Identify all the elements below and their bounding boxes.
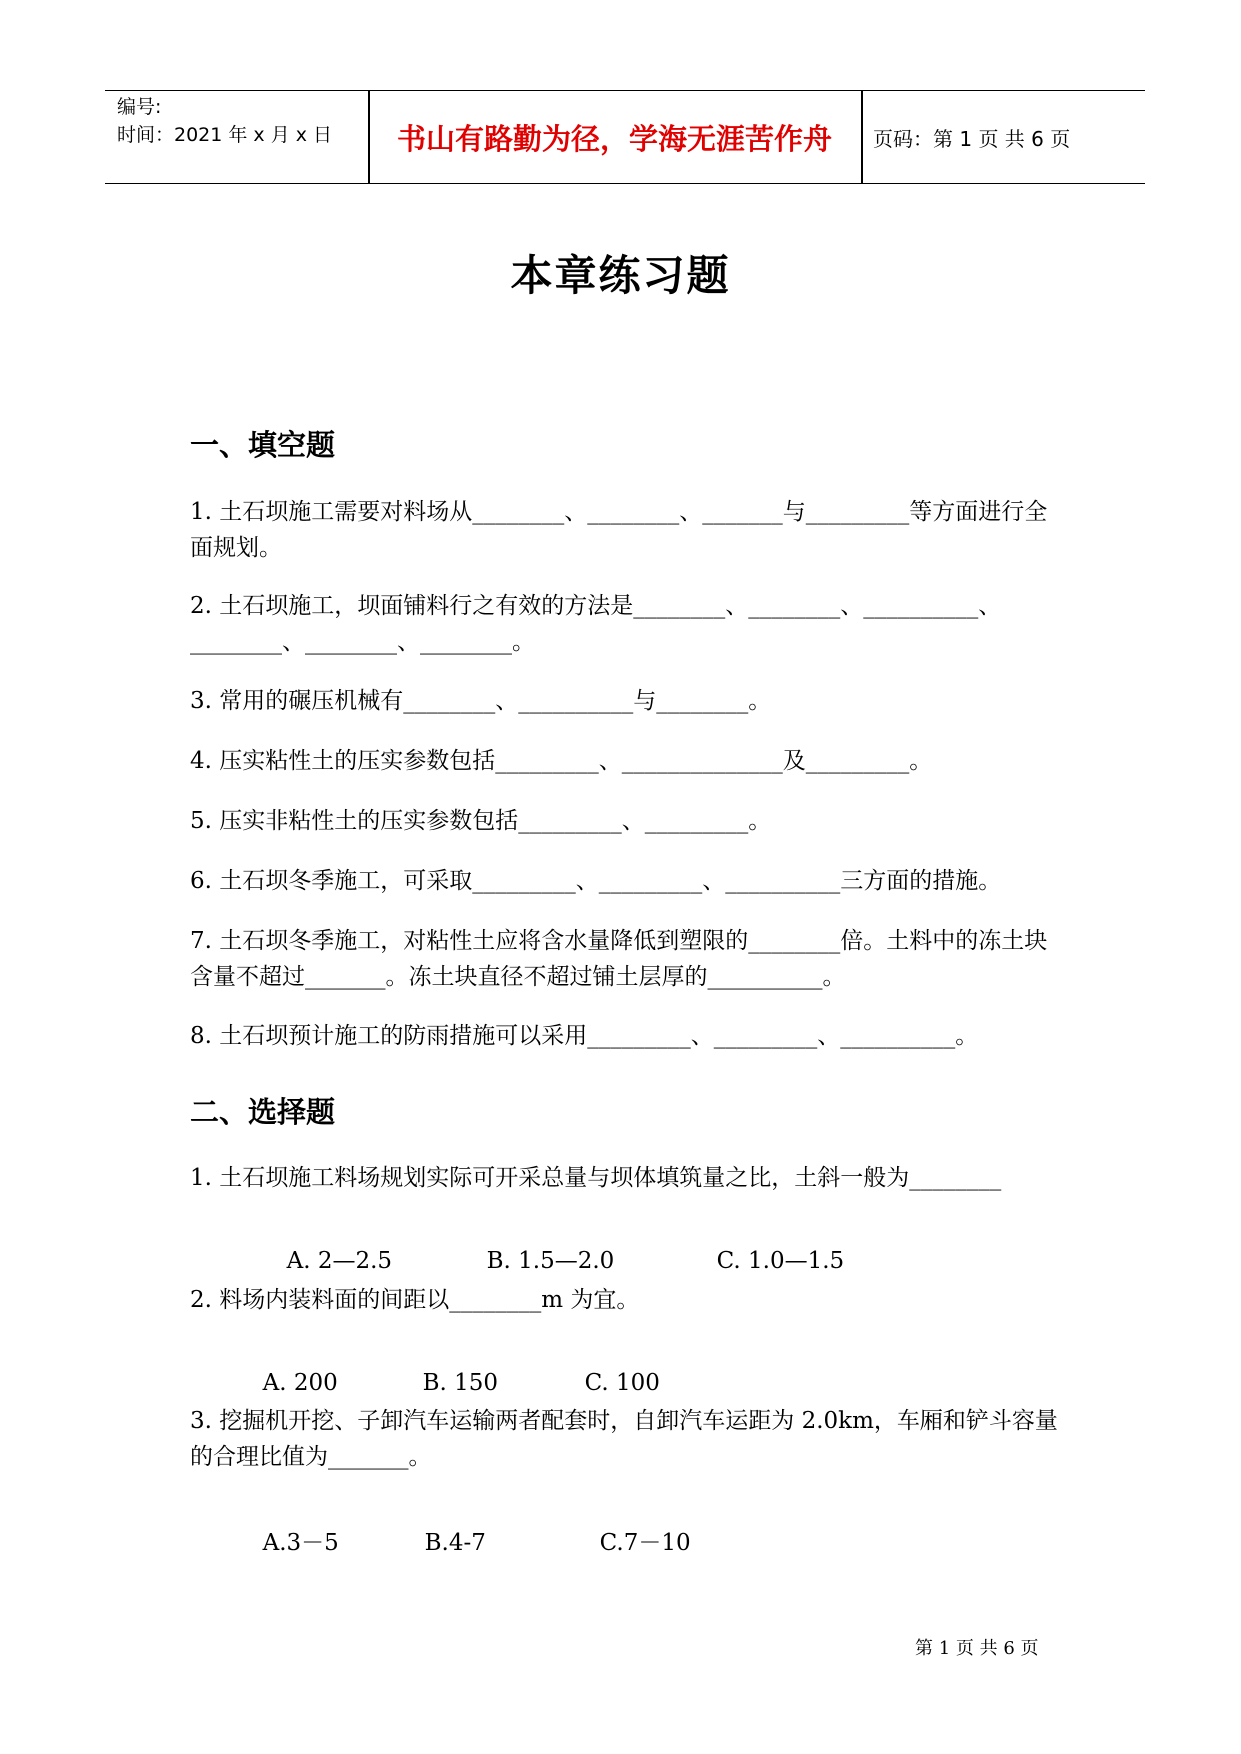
question-7: 7. 土石坝冬季施工，对粘性土应将含水量降低到塑限的________倍。土料中的冻土块含量不超过_______。冻土块直径不超过铺土层厚的__________。 [190,928,1048,990]
question-2: 2. 土石坝施工，坝面铺料行之有效的方法是________、________、__________、________、________、________。 [190,593,1002,655]
choice-options-1 [272,1222,844,1274]
time-label: 时间：2021 年 x 月 x 日 [117,124,333,146]
header-motto: 书山有路勤为径，学海无涯苦作舟 [396,121,832,156]
option-a: A. 2—2.5 [286,1248,393,1274]
page-title: 本章练习题 [510,251,731,300]
option-b: B. 150 [422,1370,499,1396]
option-b: B.4-7 [424,1530,486,1556]
question-3: 3. 常用的碾压机械有________、__________与________。 [190,688,772,714]
choice-question-2: 2. 料场内装料面的间距以________m 为宜。 [190,1287,640,1313]
question-4: 4. 压实粘性土的压实参数包括_________、______________及_________。 [190,748,933,774]
question-1: 1. 土石坝施工需要对料场从________、________、_______与_________等方面进行全面规划。 [190,499,1048,561]
header-meta [117,93,332,149]
question-5: 5. 压实非粘性土的压实参数包括_________、_________。 [190,808,772,834]
option-c: C.7－10 [599,1530,691,1556]
option-c: C. 100 [584,1370,660,1396]
question-8: 8. 土石坝预计施工的防雨措施可以采用_________、_________、__________。 [190,1023,979,1049]
number-label: 编号: [117,96,162,118]
option-c: C. 1.0—1.5 [716,1248,845,1274]
choice-options-3 [248,1498,691,1557]
choice-question-3: 3. 挖掘机开挖、子卸汽车运输两者配套时，自卸汽车运距为 2.0km，车厢和铲斗容量的合理比值为_______。 [190,1408,1058,1470]
header-divider [861,91,863,183]
section-heading-fill-in: 一、填空题 [190,428,336,462]
option-b: B. 1.5—2.0 [486,1248,615,1274]
question-6: 6. 土石坝冬季施工，可采取_________、_________、__________三方面的措施。 [190,868,1002,894]
choice-question-1: 1. 土石坝施工料场规划实际可开采总量与坝体填筑量之比，土斜一般为________ [190,1165,1002,1191]
option-a: A. 200 [262,1370,338,1396]
header-page-label: 页码：第 1 页 共 6 页 [873,126,1071,151]
section-heading-choice: 二、选择题 [190,1095,336,1129]
page-header [105,90,1145,184]
page-footer: 第 1 页 共 6 页 [915,1638,1039,1659]
choice-options-2 [248,1344,660,1396]
option-a: A.3－5 [262,1530,339,1556]
